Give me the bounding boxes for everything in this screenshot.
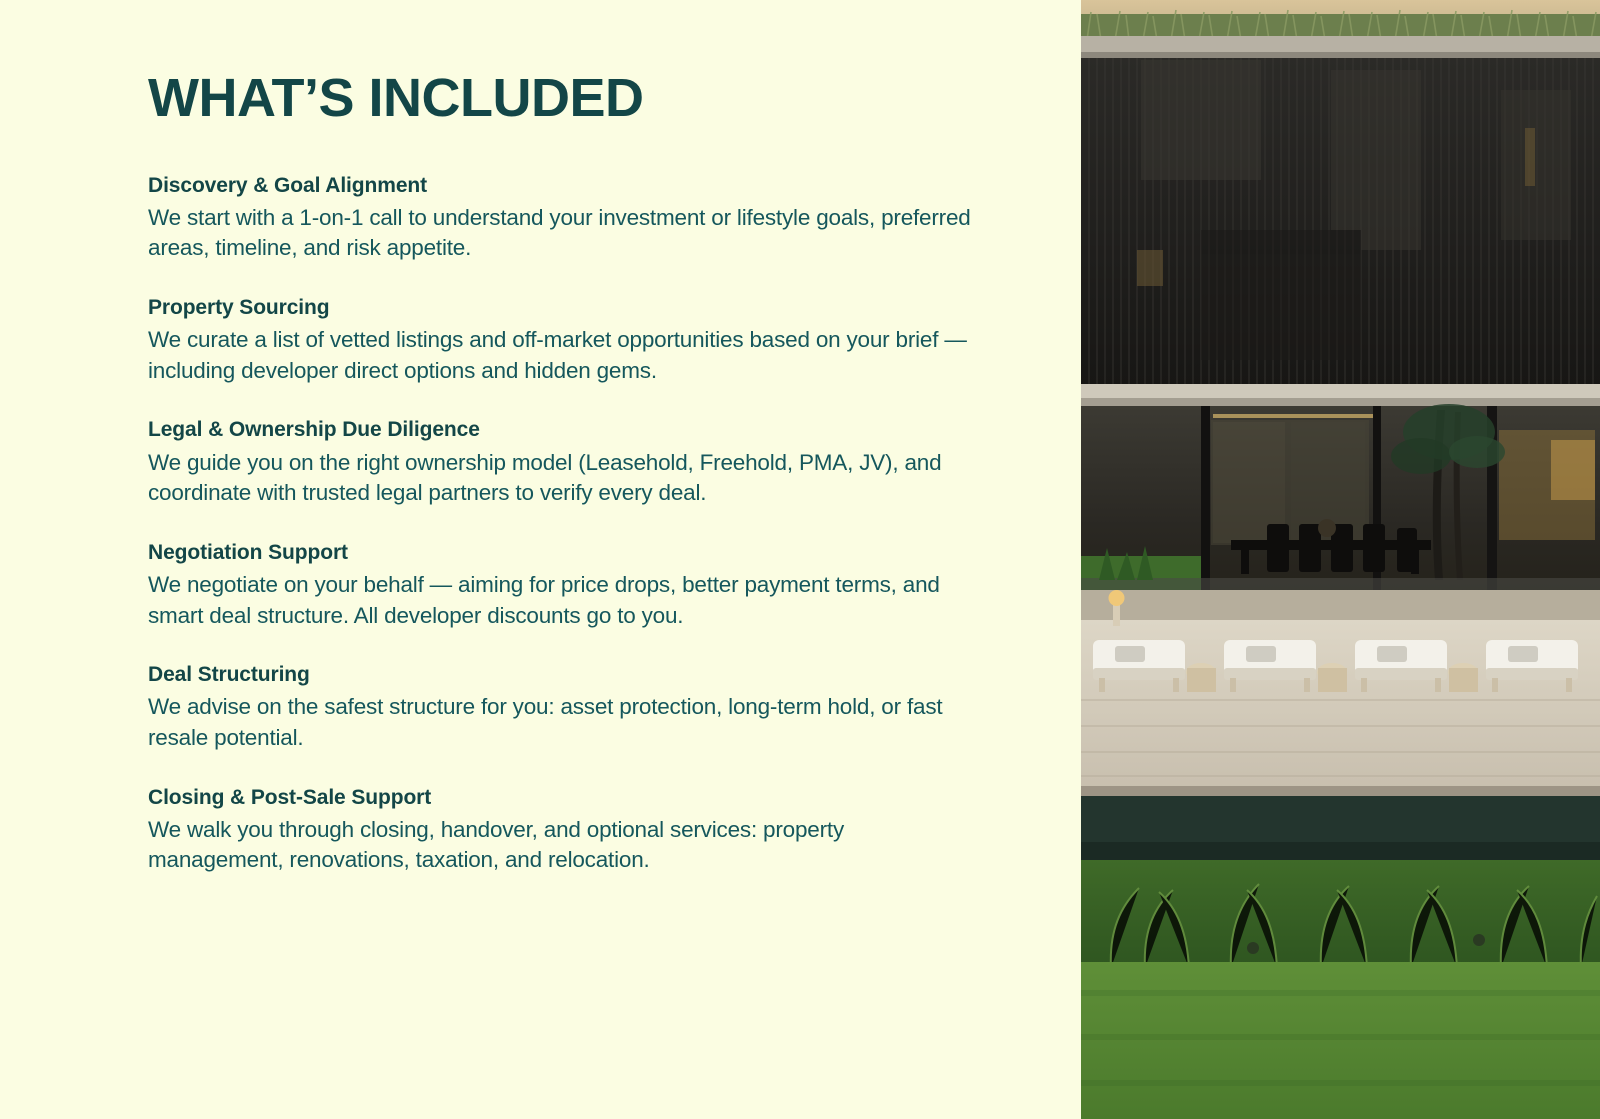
item-title-closing-support: Closing & Post-Sale Support [148,785,432,809]
villa-photo [1081,0,1600,1119]
item-body-negotiation-support: We negotiate on your behalf — aiming for price drops, better payment terms, and smart deal structure. All developer discounts go to you. [148,572,940,628]
item-body-closing-support: We walk you through closing, handover, and optional services: property management, renovations, taxation, and relocation. [148,816,844,873]
item-body-discovery: We start with a 1-on-1 call to understand your investment or lifestyle goals, preferred areas, timeline, and risk appetite. [148,204,971,261]
item-body-property-sourcing: We curate a list of vetted listings and off-market opportunities based on your brief — including developer direct options and hidden gems. [148,327,967,383]
item-title-property-sourcing: Property Sourcing [148,296,330,320]
list-item [148,173,1001,264]
list-item [148,295,1001,386]
list-item [148,540,1001,631]
item-title-legal-due-diligence: Legal & Ownership Due Diligence [148,418,480,442]
item-title-deal-structuring: Deal Structuring [148,663,310,687]
list-item [148,662,1001,753]
item-title-negotiation-support: Negotiation Support [148,540,348,564]
item-body-deal-structuring: We advise on the safest structure for you: asset protection, long-term hold, or fast resale potential. [148,694,943,750]
list-item [148,785,1001,876]
page-title: WHAT’S INCLUDED [148,68,644,128]
list-item [148,417,1001,508]
included-items-list [148,173,1001,876]
item-body-legal-due-diligence: We guide you on the right ownership model (Leasehold, Freehold, PMA, JV), and coordinate with trusted legal partners to verify every deal. [148,449,942,506]
item-title-discovery: Discovery & Goal Alignment [148,173,428,197]
